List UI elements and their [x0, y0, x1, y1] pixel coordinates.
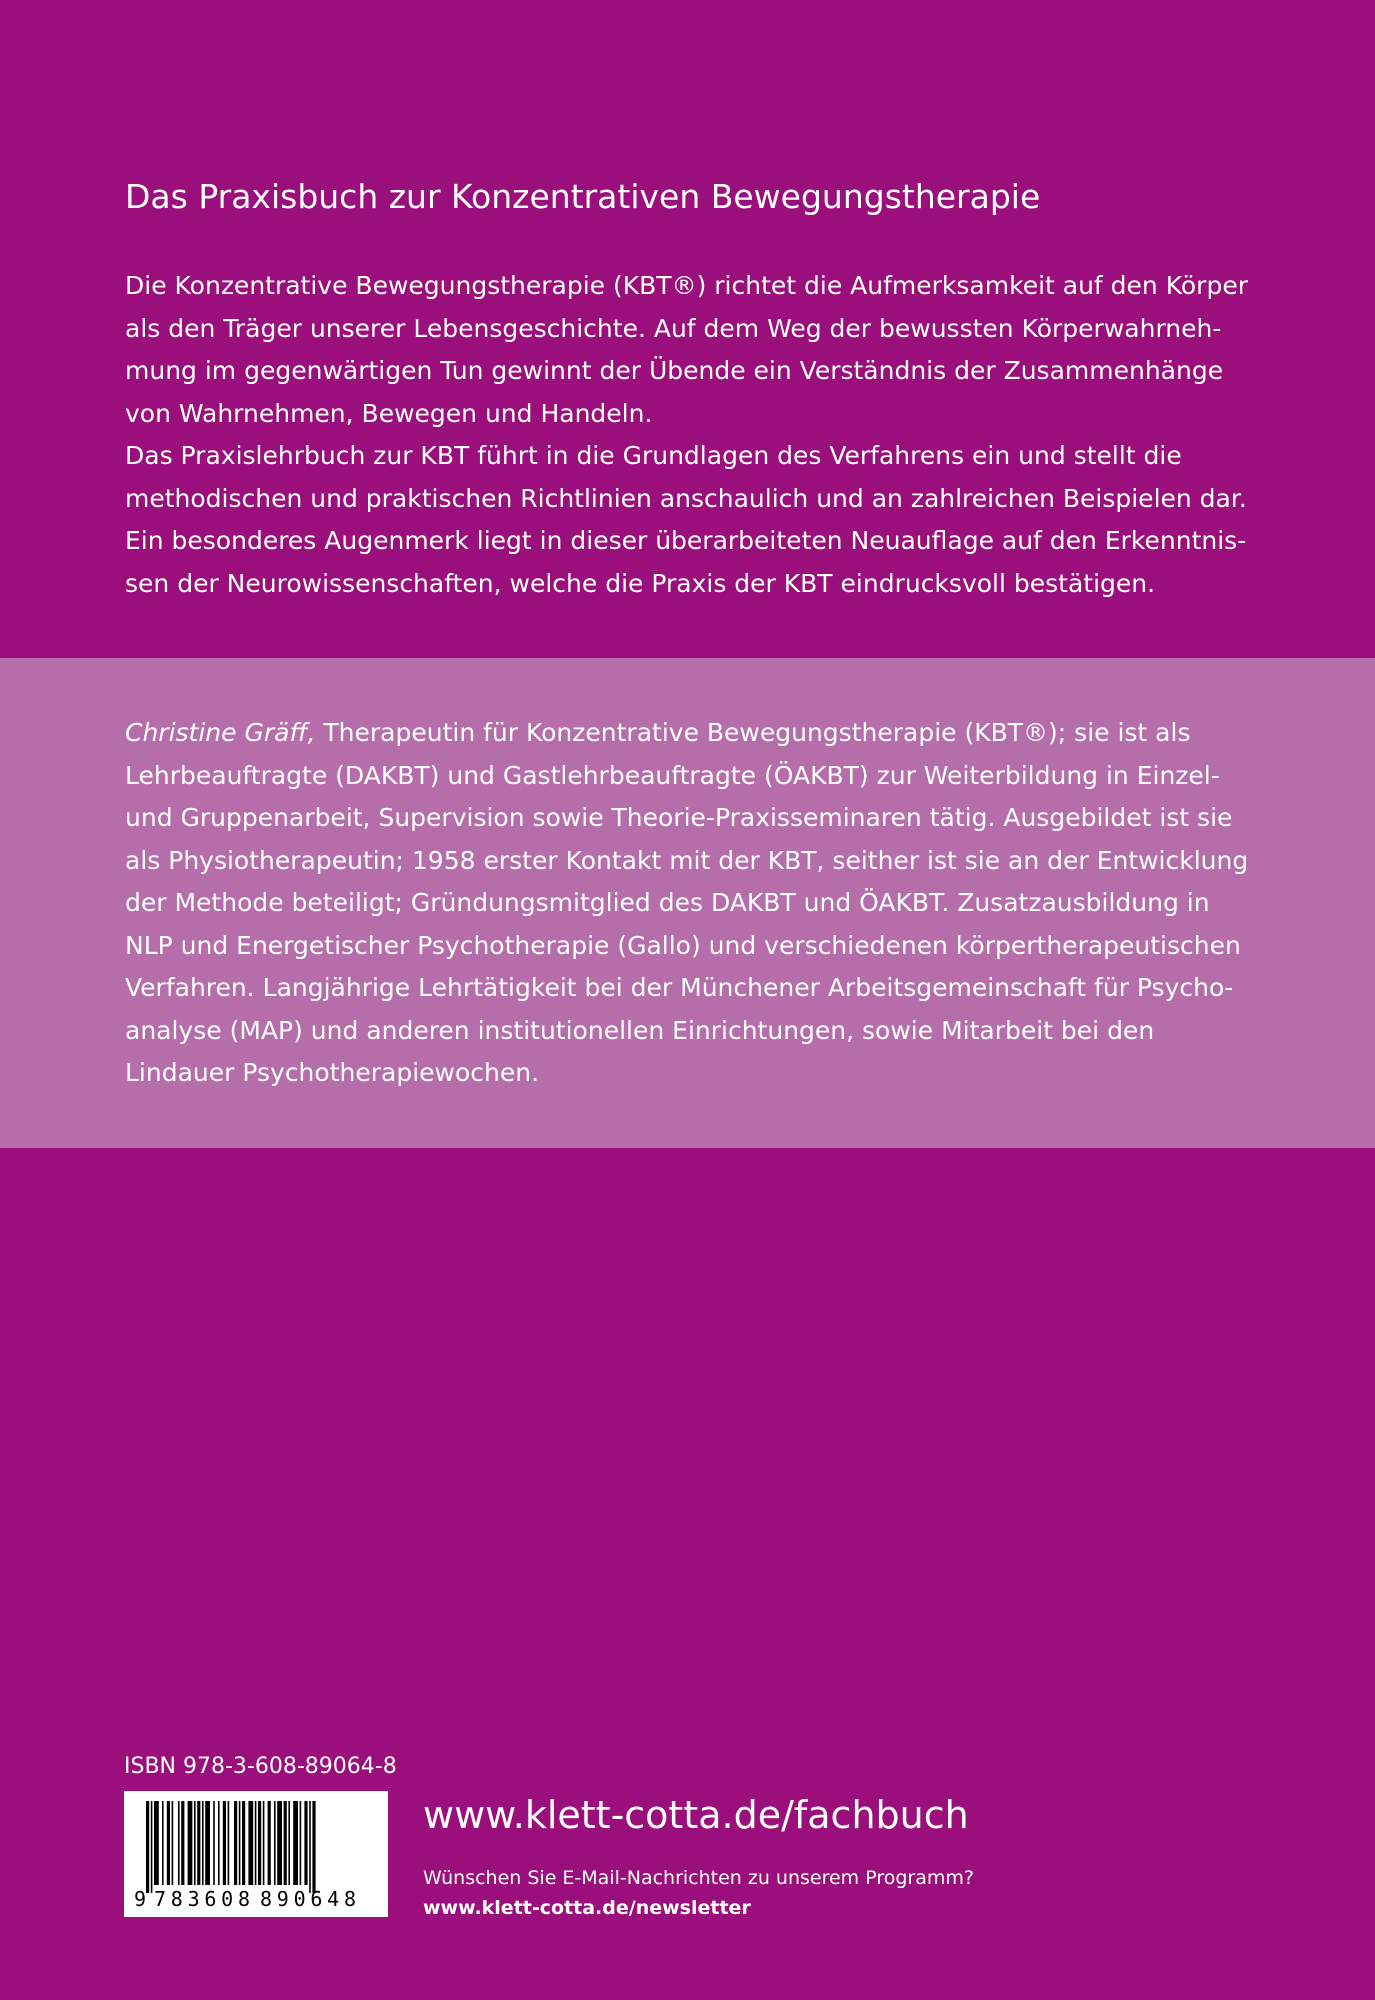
description-section: [0, 0, 1375, 658]
barcode-bar: [205, 1801, 210, 1885]
barcode-bar: [242, 1801, 245, 1885]
barcode-bar: [218, 1801, 220, 1885]
barcode-bar: [188, 1801, 193, 1885]
barcode-digit-group-2: 890648: [260, 1887, 356, 1911]
barcode-bar: [146, 1801, 149, 1893]
barcode-bar: [274, 1801, 276, 1885]
barcode-bar: [288, 1801, 290, 1885]
barcode-bar: [181, 1801, 184, 1885]
barcode-graphic: [132, 1799, 380, 1911]
newsletter-question: Wünschen Sie E-Mail-Nachrichten zu unserem Programm?: [423, 1867, 974, 1889]
barcode-bar: [239, 1801, 241, 1885]
barcode-digit-first: 9: [134, 1887, 147, 1911]
barcode-bar: [167, 1801, 170, 1885]
barcode-bar: [300, 1801, 302, 1885]
barcode-bar: [202, 1801, 204, 1885]
author-name: Christine Gräff,: [125, 718, 316, 747]
barcode-bar: [312, 1801, 315, 1893]
barcode-bar: [162, 1801, 164, 1885]
blurb-paragraph-2: Das Praxislehrbuch zur KBT führt in die Grundlagen des Verfahrens ein und stellt die methodischen und praktischen Richtlinien anschaulich und an zahlreichen Beispielen dar. Ein besonderes Augenmerk liegt in dieser überarbeiteten Neuauflage auf den Erkenntnissen der Neurowissenschaften, welche die Praxis der KBT eindrucksvoll bestätigen.: [125, 441, 1247, 598]
barcode-bar: [277, 1801, 282, 1885]
barcode-bar: [154, 1801, 159, 1885]
barcode-bar: [263, 1801, 265, 1885]
barcode-bar: [178, 1801, 180, 1885]
barcode-bar: [293, 1801, 298, 1885]
author-bio: [125, 712, 1255, 1095]
barcode-bar: [309, 1801, 311, 1893]
barcode-bar: [255, 1801, 257, 1885]
barcode-bar: [234, 1801, 237, 1885]
blurb-paragraph-1: Die Konzentrative Bewegungstherapie (KBT®) richtet die Aufmerksamkeit auf den Körper als den Träger unserer Lebensgeschichte. Auf dem Weg der bewussten Körperwahrnehmung im gegenwärtigen Tun gewinnt der Übende ein Verständnis der Zusammenhänge von Wahrnehmen, Bewegen und Handeln.: [125, 271, 1248, 428]
barcode-bar: [213, 1801, 215, 1885]
newsletter-link[interactable]: www.klett-cotta.de/newsletter: [423, 1897, 751, 1919]
barcode-bar: [304, 1801, 307, 1885]
barcode-bar: [223, 1801, 226, 1885]
barcode: [124, 1791, 388, 1917]
publisher-website-link[interactable]: www.klett-cotta.de/fachbuch: [423, 1793, 969, 1837]
barcode-digit-group-1: 783608: [154, 1887, 250, 1911]
barcode-bar: [258, 1801, 261, 1885]
barcode-bar: [194, 1801, 196, 1885]
barcode-bar: [197, 1801, 200, 1885]
barcode-bar: [228, 1801, 230, 1885]
isbn-label: ISBN 978-3-608-89064-8: [124, 1754, 397, 1779]
book-headline: Das Praxisbuch zur Konzentrativen Bewegungstherapie: [125, 177, 1041, 216]
barcode-bar: [151, 1801, 153, 1893]
author-bio-text: Therapeutin für Konzentrative Bewegungstherapie (KBT®); sie ist als Lehrbeauftragte (DAKBT) und Gastlehrbeauftragte (ÖAKBT) zur Weiterbildung in Einzel- und Gruppenarbeit, Supervision sowie Theorie-Praxisseminaren tätig. Ausgebildet ist sie als Physiotherapeutin; 1958 erster Kontakt mit der KBT, seither ist sie an der Entwicklung der Methode beteiligt; Gründungsmitglied des DAKBT und ÖAKBT. Zusatzausbildung in NLP und Energetischer Psychotherapie (Gallo) und verschiedenen körpertherapeutischen Verfahren. Langjährige Lehrtätigkeit bei der Münchener Arbeitsgemeinschaft für Psychoanalyse (MAP) und anderen institutionellen Einrichtungen, sowie Mitarbeit bei den Lindauer Psychotherapiewochen.: [125, 718, 1249, 1087]
barcode-bar: [172, 1801, 174, 1885]
book-blurb: [125, 265, 1255, 605]
barcode-bar: [284, 1801, 287, 1885]
barcode-bar: [248, 1801, 253, 1885]
barcode-bar: [268, 1801, 271, 1885]
